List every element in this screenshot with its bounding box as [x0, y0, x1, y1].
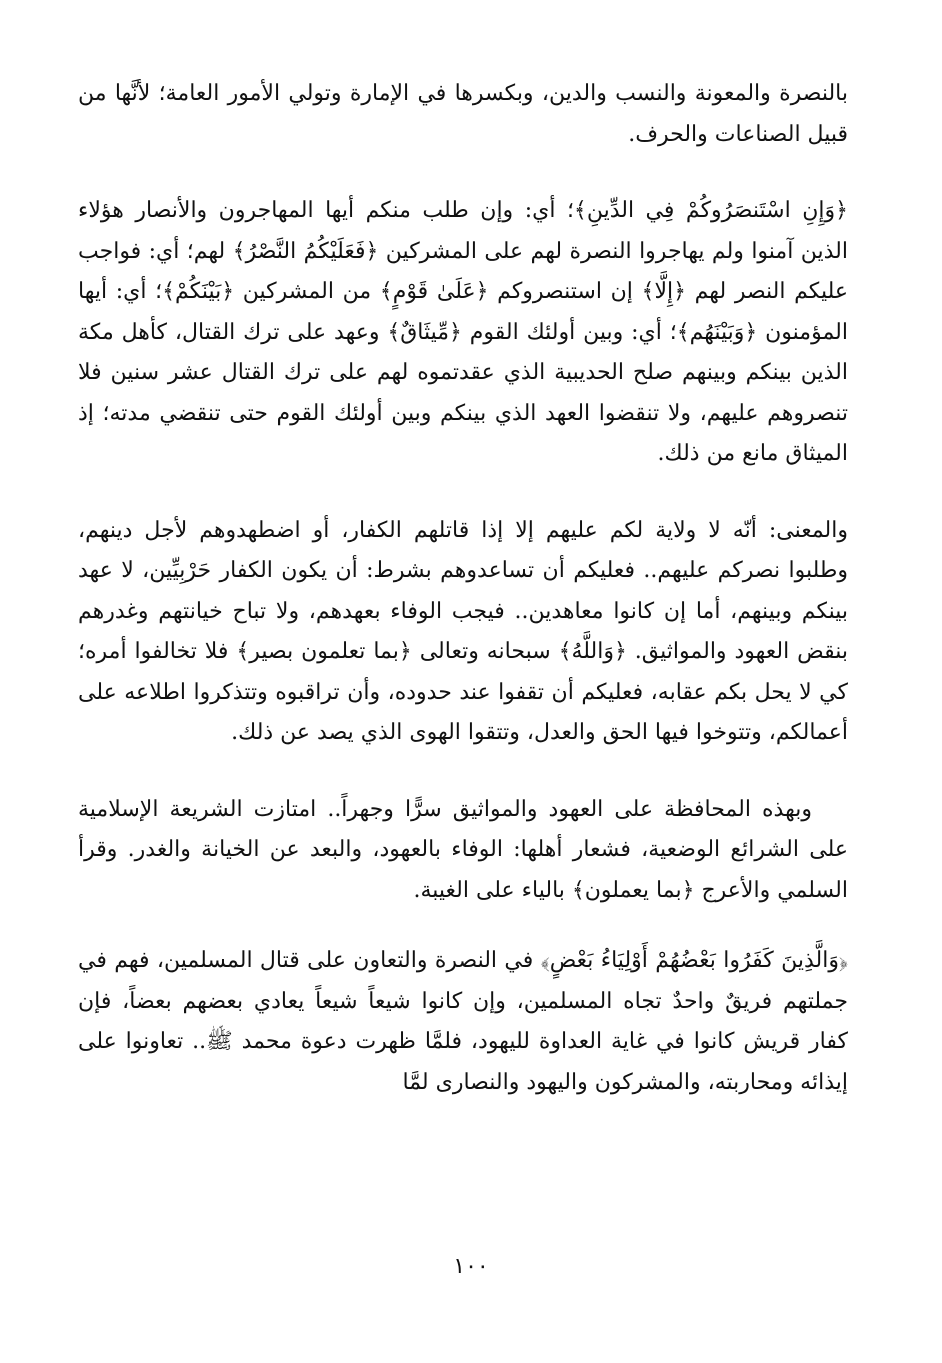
paragraph-meaning: والمعنى: أنّه لا ولاية لكم عليهم إلا إذا قاتلهم الكفار، أو اضطهدوهم لأجل دينهم، وطلبوا نصركم عليهم.. فعليكم أن تساعدوهم بشرط: أن يكون الكفار حَرْبِيِّين، لا عهد بينكم وبينهم، أما إن كانوا معاهدين.. فيجب الوفاء بعهدهم، ولا تباح خيانتهم وغدرهم بنقض العهود والمواثيق. ﴿وَاللَّهُ﴾ سبحانه وتعالى ﴿بما تعلمون بصير﴾ فلا تخالفوا أمره؛ كي لا يحل بكم عقابه، فعليكم أن تقفوا عند حدوده، وأن تراقبوه وتتذكروا اطلاعه على أعمالكم، وتتوخوا فيها الحق والعدل، وتتقوا الهوى الذي يصد عن ذلك. — [78, 517, 848, 745]
paragraph-gap — [78, 754, 848, 790]
paragraph-gap — [78, 475, 848, 511]
page-body — [78, 74, 848, 1103]
paragraph-gap — [78, 155, 848, 191]
paragraph-verse-istansarukum: ﴿وَإِنِ اسْتَنصَرُوكُمْ فِي الدِّينِ﴾؛ أي: وإن طلب منكم أيها المهاجرون والأنصار هؤلاء الذين آمنوا ولم يهاجروا النصرة لهم على المشركين ﴿فَعَلَيْكُمُ النَّصْرُ﴾ لهم؛ أي: فواجب عليكم النصر لهم ﴿إِلَّا﴾ إن استنصروكم ﴿عَلَىٰ قَوْمٍ﴾ من المشركين ﴿بَيْنَكُمْ﴾؛ أي: أيها المؤمنون ﴿وَبَيْنَهُم﴾؛ أي: وبين أولئك القوم ﴿مِّيثَاقٌ﴾ وعهد على ترك القتال، كأهل مكة الذين بينكم وبينهم صلح الحديبية الذي عقدتموه لهم على ترك القتال عشر سنين فلا تنصروهم عليهم، ولا تنقضوا العهد الذي بينكم وبين أولئك القوم حتى تنقضي مدته؛ إذ الميثاق مانع من ذلك. — [78, 198, 848, 466]
paragraph-verse-kafaru: ﴿وَالَّذِينَ كَفَرُوا بَعْضُهُمْ أَوْلِيَاءُ بَعْضٍ﴾ في النصرة والتعاون على قتال المسلمين، فهم في جملتهم فريقٌ واحدٌ تجاه المسلمين، وإن كانوا شيعاً شيعاً يعادي بعضهم بعضاً، فإن كفار قريش كانوا في غاية العداوة لليهود، فلمَّا ظهرت دعوة محمد ﷺ.. تعاونوا على إيذائه ومحاربته، والمشركون واليهود والنصارى لمَّا — [78, 948, 848, 1095]
paragraph-continuation: بالنصرة والمعونة والنسب والدين، وبكسرها في الإمارة وتولي الأمور العامة؛ لأنَّها من قبيل الصناعات والحرف. — [78, 81, 848, 147]
paragraph-gap — [78, 911, 848, 941]
page-number: ١٠٠ — [453, 1254, 489, 1279]
paragraph-sharia: وبهذه المحافظة على العهود والمواثيق سرًّا وجهراً.. امتازت الشريعة الإسلامية على الشرائع الوضعية، فشعار أهلها: الوفاء بالعهود، والبعد عن الخيانة والغدر. وقرأ السلمي والأعرج ﴿بما يعملون﴾ بالياء على الغيبة. — [78, 796, 848, 903]
